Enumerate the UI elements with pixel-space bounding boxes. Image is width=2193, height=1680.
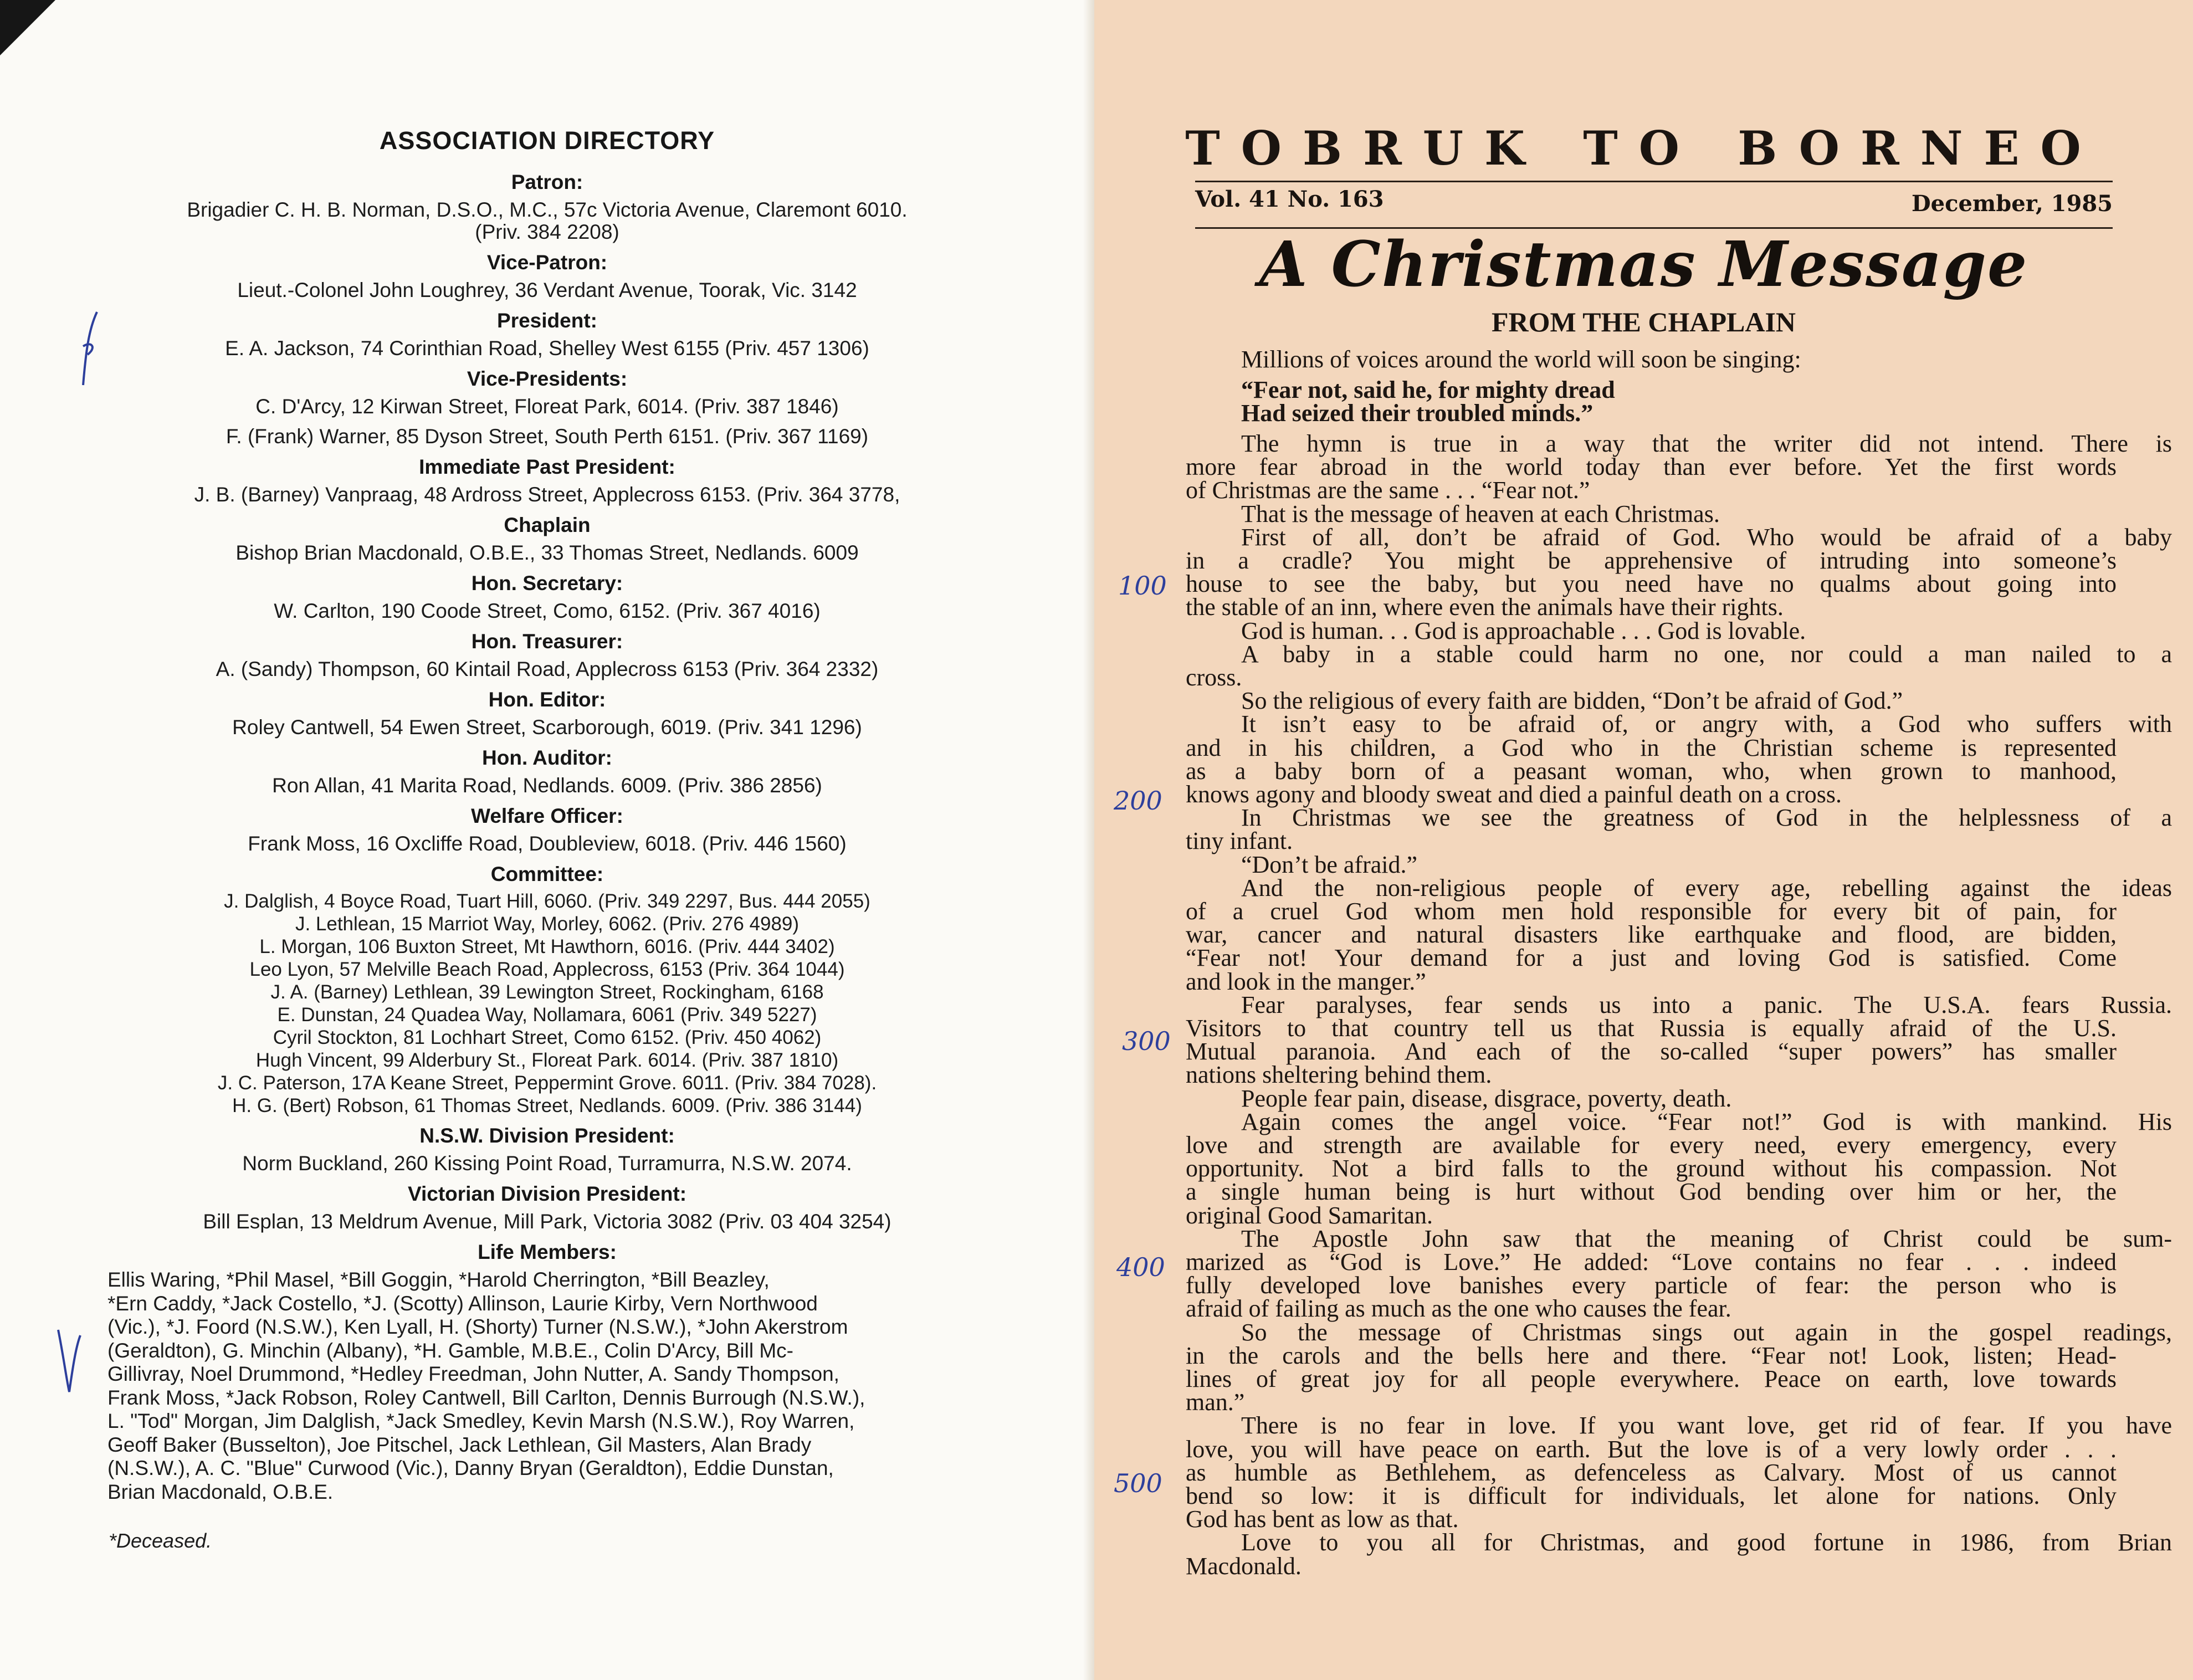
article-body-line: marized as “God is Love.” He added: “Love contains no fear . . . indeed [1186,1248,2117,1276]
article-body-line: tiny infant. [1186,827,1293,855]
directory-role-heading: Hon. Auditor: [482,746,612,769]
committee-member-line: J. Lethlean, 15 Marriot Way, Morley, 6062. (Priv. 276 4989) [295,913,800,935]
directory-entry-line: Brigadier C. H. B. Norman, D.S.O., M.C., 57c Victoria Avenue, Claremont 6010. [187,198,908,221]
article-body-line: Millions of voices around the world will soon be singing: [1241,346,1801,373]
article-body-line: First of all, don’t be afraid of God. Who would be afraid of a baby [1241,523,2172,551]
deceased-footnote: *Deceased. [109,1529,212,1552]
committee-member-line: Cyril Stockton, 81 Lochhart Street, Como 6152. (Priv. 450 4062) [273,1027,822,1048]
article-body-line: man.” [1186,1389,1245,1416]
committee-member-line: Hugh Vincent, 99 Alderbury St., Floreat Park. 6014. (Priv. 387 1810) [255,1049,839,1071]
article-body-line: fully developed love banishes every particle of fear: the person who is [1186,1272,2117,1299]
directory-entry-line: Norm Buckland, 260 Kissing Point Road, Turramurra, N.S.W. 2074. [242,1152,852,1175]
directory-entry-line: (Priv. 384 2208) [475,221,619,243]
directory-entry-line: C. D'Arcy, 12 Kirwan Street, Floreat Park, 6014. (Priv. 387 1846) [255,395,839,418]
directory-role-heading: Committee: [490,863,604,885]
article-body-line: God is human. . . God is approachable . . . God is lovable. [1241,617,1806,644]
directory-role-heading: Victorian Division President: [407,1182,687,1205]
article-body-line: Again comes the angel voice. “Fear not!” God is with mankind. His [1241,1108,2172,1135]
article-body-line: of Christmas are the same . . . “Fear not.” [1186,477,1590,504]
margin-note-300: 300 [1122,1026,1171,1056]
directory-role-heading: Hon. Editor: [488,688,606,711]
directory-role-heading: Vice-Presidents: [467,367,628,390]
directory-entry-line: Bill Esplan, 13 Meldrum Avenue, Mill Park, Victoria 3082 (Priv. 03 404 3254) [203,1210,891,1233]
committee-member-line: H. G. (Bert) Robson, 61 Thomas Street, Nedlands. 6009. (Priv. 386 3144) [232,1095,862,1116]
directory-entry-line: Ron Allan, 41 Marita Road, Nedlands. 6009. (Priv. 386 2856) [272,774,822,797]
volume-number: Vol. 41 No. 163 [1195,186,1384,212]
article-body-line: cross. [1186,664,1242,691]
directory-role-heading: N.S.W. Division President: [419,1124,675,1147]
article-body-line: The hymn is true in a way that the writer did not intend. There is [1241,430,2172,457]
article-body-line: Fear paralyses, fear sends us into a panic. The U.S.A. fears Russia. [1241,991,2172,1018]
directory-entry-line: Frank Moss, 16 Oxcliffe Road, Doubleview, 6018. (Priv. 446 1560) [248,832,847,855]
article-headline: A Christmas Message [1259,228,2028,301]
directory-entry-line: E. A. Jackson, 74 Corinthian Road, Shelley West 6155 (Priv. 457 1306) [225,337,869,360]
article-body-line: lines of great joy for all people everywhere. Peace on earth, love towards [1186,1365,2117,1392]
committee-member-line: J. Dalglish, 4 Boyce Road, Tuart Hill, 6060. (Priv. 349 2297, Bus. 444 2055) [224,890,870,912]
directory-role-heading: Hon. Treasurer: [471,630,623,653]
masthead-rule-top [1195,181,2113,182]
article-body-line: Love to you all for Christmas, and good fortune in 1986, from Brian [1241,1529,2172,1556]
article-body-line: and in his children, a God who in the Christian scheme is represented [1186,734,2117,761]
article-body-line: war, cancer and natural disasters like earthquake and flood, are bidden, [1186,921,2117,949]
directory-entry-line: Lieut.-Colonel John Loughrey, 36 Verdant Avenue, Toorak, Vic. 3142 [237,279,857,301]
article-body-line: Visitors to that country tell us that Russia is equally afraid of the U.S. [1186,1015,2117,1042]
article-body-line: house to see the baby, but you need have no qualms about going into [1186,570,2117,598]
article-body-line: So the religious of every faith are bidden, “Don’t be afraid of God.” [1241,687,1903,715]
directory-role-heading: Vice-Patron: [486,251,608,274]
article-body-line: love and strength are available for every need, every emergency, every [1186,1131,2117,1159]
issue-date: December, 1985 [1911,191,2113,217]
article-body-line: So the message of Christmas sings out again in the gospel readings, [1241,1318,2172,1346]
life-member-line: Geoff Baker (Busselton), Joe Pitschel, Jack Lethlean, Gil Masters, Alan Brady [107,1433,812,1456]
article-body-line: Mutual paranoia. And each of the so-called “super powers” has smaller [1186,1038,2117,1066]
directory-role-heading: President: [497,309,597,332]
directory-role-heading: Welfare Officer: [471,805,623,827]
margin-note-100: 100 [1118,571,1167,601]
article-body-line: “Don’t be afraid.” [1241,851,1418,878]
life-member-line: Frank Moss, *Jack Robson, Roley Cantwell, Bill Carlton, Dennis Burrough (N.S.W.), [107,1386,865,1409]
directory-entry-line: J. B. (Barney) Vanpraag, 48 Ardross Street, Applecross 6153. (Priv. 364 3778, [194,483,900,506]
article-body-line: A baby in a stable could harm no one, nor could a man nailed to a [1241,640,2172,668]
committee-member-line: Leo Lyon, 57 Melville Beach Road, Applecross, 6153 (Priv. 364 1044) [249,959,845,980]
article-body-line: It isn’t easy to be afraid of, or angry with, a God who suffers with [1241,710,2172,738]
margin-note-500: 500 [1114,1468,1162,1498]
life-member-line: (Vic.), *J. Foord (N.S.W.), Ken Lyall, H. (Shorty) Turner (N.S.W.), *John Akerstrom [107,1315,848,1338]
article-body-line: in the carols and the bells here and there. “Fear not! Look, listen; Head- [1186,1341,2117,1369]
article-body-line: bend so low: it is difficult for individuals, let alone for nations. Only [1186,1482,2117,1509]
page-corner-shadow [0,0,55,55]
article-body-line: Had seized their troubled minds.” [1241,399,1593,427]
handwritten-check-mark [53,1324,86,1396]
article-body-line: “Fear not, said he, for mighty dread [1241,376,1615,403]
life-member-line: Ellis Waring, *Phil Masel, *Bill Goggin, *Harold Cherrington, *Bill Beazley, [107,1268,770,1291]
directory-role-heading: Life Members: [478,1241,617,1263]
article-body-line: a single human being is hurt without God bending over him or her, the [1186,1178,2117,1206]
article-body-line: There is no fear in love. If you want love, get rid of fear. If you have [1241,1412,2172,1440]
article-body-line: and look in the manger.” [1186,967,1426,995]
committee-member-line: J. A. (Barney) Lethlean, 39 Lewington Street, Rockingham, 6168 [270,981,824,1003]
article-body-line: love, you will have peace on earth. But the love is of a very lowly order . . . [1186,1435,2117,1463]
committee-member-line: E. Dunstan, 24 Quadea Way, Nollamara, 6061 (Priv. 349 5227) [277,1004,817,1026]
directory-entry-line: F. (Frank) Warner, 85 Dyson Street, South Perth 6151. (Priv. 367 1169) [226,425,869,448]
life-member-line: Gillivray, Noel Drummond, *Hedley Freedman, John Nutter, A. Sandy Thompson, [107,1363,839,1385]
article-body-line: opportunity. Not a bird falls to the ground without his compassion. Not [1186,1155,2117,1182]
article-body-line: more fear abroad in the world today than ever before. Yet the first words [1186,453,2117,481]
article-body-line: That is the message of heaven at each Christmas. [1241,500,1720,527]
margin-note-400: 400 [1116,1252,1165,1282]
directory-role-heading: Patron: [511,171,583,193]
article-body-line: nations sheltering behind them. [1186,1061,1492,1089]
directory-entry-line: Roley Cantwell, 54 Ewen Street, Scarborough, 6019. (Priv. 341 1296) [232,716,862,739]
article-body-line: the stable of an inn, where even the animals have their rights. [1186,593,1784,621]
directory-role-heading: Immediate Past President: [419,455,675,478]
handwritten-tick-mark [66,308,111,391]
article-body-line: as a baby born of a peasant woman, who, when grown to manhood, [1186,757,2117,785]
article-body-line: in a cradle? You might be apprehensive of intruding into someone’s [1186,547,2117,574]
article-body-line: “Fear not! Your demand for a just and loving God is satisfied. Come [1186,944,2117,972]
article-body-line: knows agony and bloody sweat and died a painful death on a cross. [1186,781,1842,808]
article-body-line: as humble as Bethlehem, as defenceless as Calvary. Most of us cannot [1186,1458,2117,1486]
life-member-line: *Ern Caddy, *Jack Costello, *J. (Scotty) Allinson, Laurie Kirby, Vern Northwood [107,1292,818,1315]
article-body-line: And the non-religious people of every age, rebelling against the ideas [1241,874,2172,902]
directory-entry-line: Bishop Brian Macdonald, O.B.E., 33 Thomas Street, Nedlands. 6009 [235,541,859,564]
article-body-line: People fear pain, disease, disgrace, poverty, death. [1241,1084,1732,1112]
article-body-line: In Christmas we see the greatness of God in the helplessness of a [1241,804,2172,832]
directory-title: ASSOCIATION DIRECTORY [379,126,715,155]
article-body-line: afraid of failing as much as the one who causes the fear. [1186,1295,1731,1323]
life-member-line: (Geraldton), G. Minchin (Albany), *H. Gamble, M.B.E., Colin D'Arcy, Bill Mc- [107,1339,793,1362]
article-body-line: of a cruel God whom men hold responsible for every bit of pain, for [1186,898,2117,925]
article-subheading: FROM THE CHAPLAIN [1491,306,1796,337]
article-body-line: God has bent as low as that. [1186,1505,1459,1533]
directory-entry-line: A. (Sandy) Thompson, 60 Kintail Road, Applecross 6153 (Priv. 364 2332) [216,658,879,680]
margin-note-200: 200 [1114,786,1162,816]
masthead-title: TOBRUK TO BORNEO [1185,121,2102,176]
committee-member-line: J. C. Paterson, 17A Keane Street, Peppermint Grove. 6011. (Priv. 384 7028). [217,1072,877,1094]
committee-member-line: L. Morgan, 106 Buxton Street, Mt Hawthorn, 6016. (Priv. 444 3402) [259,936,835,957]
life-member-line: (N.S.W.), A. C. "Blue" Curwood (Vic.), Danny Bryan (Geraldton), Eddie Dunstan, [107,1457,834,1479]
article-body-line: The Apostle John saw that the meaning of Christ could be sum- [1241,1225,2172,1252]
life-member-line: L. "Tod" Morgan, Jim Dalglish, *Jack Smedley, Kevin Marsh (N.S.W.), Roy Warren, [107,1410,855,1432]
directory-role-heading: Chaplain [504,514,591,536]
left-page [0,0,1094,1680]
article-body-line: Macdonald. [1186,1552,1302,1580]
directory-role-heading: Hon. Secretary: [471,572,623,595]
article-body-line: original Good Samaritan. [1186,1201,1433,1229]
directory-entry-line: W. Carlton, 190 Coode Street, Como, 6152. (Priv. 367 4016) [274,600,821,622]
life-member-line: Brian Macdonald, O.B.E. [107,1480,334,1503]
